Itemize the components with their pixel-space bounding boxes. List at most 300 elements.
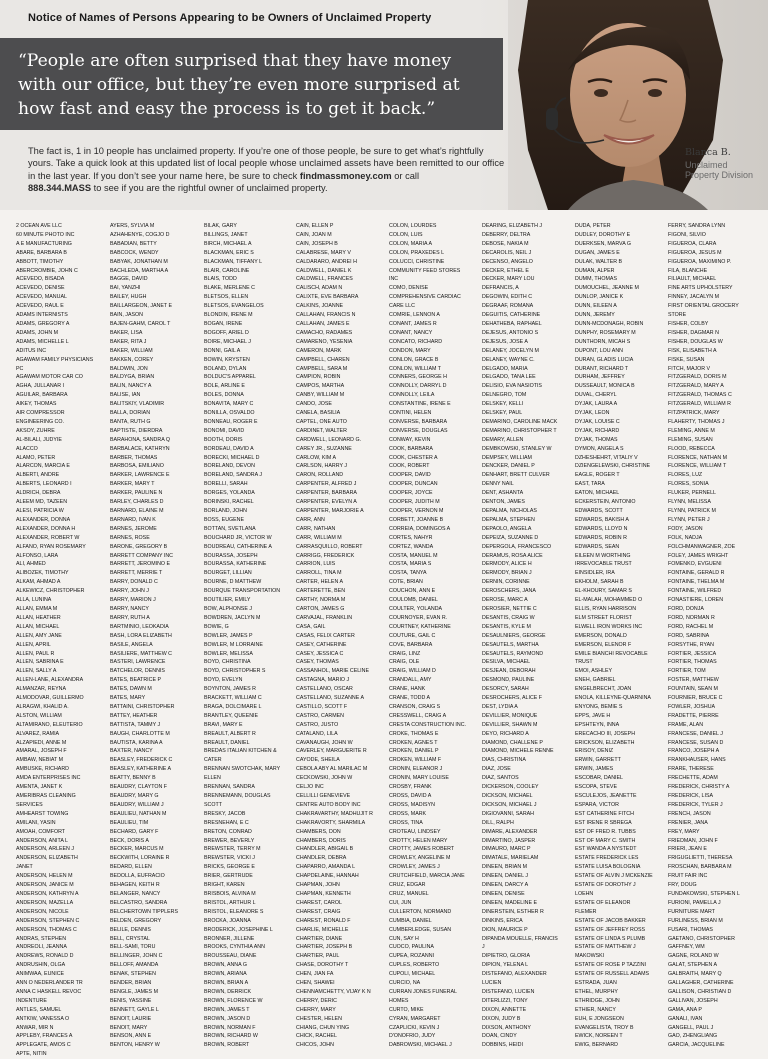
name-entry: BATTISTA, TAMMY J <box>110 721 161 728</box>
name-entry: AGAWAM FAMILY PHYSICIANS <box>16 356 94 363</box>
name-entry: DOAN, CINDY <box>482 1033 517 1040</box>
name-entry: FOLEY, JAMES WRIGHT <box>668 552 729 559</box>
name-entry: ALEXANDER, DONNA <box>16 516 71 523</box>
name-entry: DZIENGELEWSKI, CHRISTINE <box>575 463 651 470</box>
name-entry: EMERSON, ELENOR F <box>575 641 632 648</box>
name-entry: AMOAH, COMFORT <box>16 828 66 835</box>
name-entry: CAMPBELL, SARA M <box>296 365 348 372</box>
name-entry: DICKERSON, COOLEY <box>482 784 539 791</box>
name-entry: CARPENTER, BARBARA <box>296 490 357 497</box>
name-entry: DEFRANCIS, A <box>482 285 519 292</box>
name-entry: COSTA, MARIA S <box>389 561 432 568</box>
name-entry: DELGADO, TANA LEE <box>482 374 536 381</box>
name-entry: BORGES, YOLANDA <box>204 490 255 497</box>
name-entry: CROTTY, HELEN MARY <box>389 837 448 844</box>
name-entry: ACEVEDO, RAUL E <box>16 303 64 310</box>
name-entry: DIXSON, ANTHONY <box>482 1024 531 1031</box>
name-entry: BLAKE, MERLENE C <box>204 285 255 292</box>
name-entry: CONDON, MARY <box>389 347 431 354</box>
name-entry: COLON, PRAXEDES L <box>389 249 445 256</box>
name-entry: EAGLE, ROGER T <box>575 472 620 479</box>
name-entry: EST OF FRED R. TUBBS <box>575 828 636 835</box>
name-entry: ALAMO, PETER <box>16 454 56 461</box>
name-entry: BAUTISTA, KARINA A <box>110 739 163 746</box>
name-entry: CATER <box>204 757 222 764</box>
name-entry: COOK, ROBERT <box>389 463 430 470</box>
name-entry: CARTHY, NORMA M <box>296 597 346 604</box>
name-entry: DUMOUCHEL, JEANNE M <box>575 285 639 292</box>
name-entry: CHAKRAVORTY, SHARMILA <box>296 819 366 826</box>
name-entry: BRAVI, MARY E <box>204 721 243 728</box>
name-entry: CUI, JUN <box>389 899 412 906</box>
name-entry: CHERRY, DERIC <box>296 997 338 1004</box>
name-entry: DECAROLIS, NEIL J <box>482 249 532 256</box>
name-entry: BALIN, NANCY A <box>110 383 152 390</box>
name-entry: ADITUS INC <box>16 347 47 354</box>
name-entry: DYJAK, RICHARD <box>575 427 620 434</box>
name-entry: DINEEN, BRIAN M <box>482 864 528 871</box>
name-entry: CHARTIER, PAUL <box>296 953 340 960</box>
name-entry: DYJAK, LEON <box>575 410 610 417</box>
name-entry: GALLIVAN, JOSEPH <box>668 997 718 1004</box>
name-entry: BAKER, WILLIAM <box>110 347 153 354</box>
name-entry: BRISTOL, ELEANORE S <box>204 908 264 915</box>
name-entry: BARKER, MARY T <box>110 481 155 488</box>
name-entry: CHEN, SHAWEI <box>296 980 335 987</box>
name-entry: FRANKHAUSER, HANS <box>668 757 726 764</box>
name-entry: ANDERSON, JANICE M <box>16 882 74 889</box>
name-entry: CARVAJAL, FRANKLIN <box>296 614 353 621</box>
name-entry: ETHRIDGE, JOHN <box>575 997 620 1004</box>
name-entry: ESTATE OF JACOB BAKKER <box>575 917 646 924</box>
name-entry: BECK, DORIS A <box>110 837 149 844</box>
name-entry: CONLON, WILLIAM T <box>389 365 441 372</box>
name-entry: DEYO, RICHARD A <box>482 730 529 737</box>
name-entry: DEBERRY, DELTRA <box>482 231 531 238</box>
name-entry: BRONNER, JILLENE <box>204 935 255 942</box>
name-entry: BAILLARGEON, JANET E <box>110 303 173 310</box>
name-entry: BOWLER, M LORRAINE <box>204 641 263 648</box>
name-entry: CRANDALL, AMY <box>389 677 432 684</box>
name-entry: BOLDUC'S APPAREL <box>204 374 256 381</box>
name-entry: BAPTISTE, DIERDRA <box>110 427 163 434</box>
name-entry: CRANSON, CRAIG S <box>389 703 441 710</box>
name-entry: BOLES, DONNA <box>204 392 244 399</box>
intro-text-1: The fact is, 1 in 10 people has unclaimed property. If you’re one of those people, be sure to get what’s rightfully yours. Take a quick look at this updated list of local people whose unclaimed assets have been remitted to our office in the last year. If you don’t see your name here, be sure to check <box>28 146 505 181</box>
names-list <box>16 222 760 1058</box>
name-entry: AL-BILALI, JUDYIE <box>16 436 62 443</box>
name-entry: DENTON, JAMES <box>482 499 525 506</box>
name-entry: FRUIT FAIR INC <box>668 873 708 880</box>
name-entry: GALBRAITH, MARY Q <box>668 971 722 978</box>
name-entry: FILA, BLANCHE <box>668 267 708 274</box>
name-entry: CARPENTER, MARJORIE A <box>296 508 364 514</box>
name-entry: ALZAPIEDI, ANNE M <box>16 739 67 746</box>
name-entry: BAKER, LISA <box>110 329 143 336</box>
intro-paragraph <box>28 145 506 195</box>
name-entry: DENNY NAIL <box>482 481 514 488</box>
intro-text-2: or call <box>391 170 420 181</box>
name-entry: CURTO, MIKE <box>389 1006 424 1013</box>
name-entry: FUSARI, THOMAS <box>668 926 713 933</box>
name-entry: COLON, MARIA A <box>389 240 432 247</box>
name-entry: DEMBKOWSKI, STANLEY W <box>482 445 552 452</box>
name-entry: CANBY, WILLIAM M <box>296 392 345 399</box>
name-entry: ERECACHO III, JOSEPH <box>575 730 636 737</box>
name-entry: EL-MALAH, MOHAMMED O <box>575 597 643 604</box>
name-entry: DELISIO, EVA NASIOTIS <box>482 383 542 390</box>
name-entry: ALIBOZEK, TIMOTHY <box>16 570 69 577</box>
name-entry: EWIG, BERNARD <box>575 1042 618 1049</box>
name-entry: DICKSON, MICHAEL J <box>482 801 537 808</box>
name-entry: DIAZ, SANTOS <box>482 775 519 782</box>
name-entry: FLOOD, REBECCA <box>668 445 715 452</box>
name-entry: BROUSSEAU, DIANE <box>204 953 257 960</box>
name-entry: EWICK, NOREEN T <box>575 1033 623 1040</box>
name-entry: CAMPION, ROBIN <box>296 374 341 381</box>
name-entry: SCOTT <box>204 801 222 808</box>
name-entry: EMOI, ASHLEY <box>575 668 613 675</box>
name-entry: BEATTY, BENNY B <box>110 775 156 782</box>
name-entry: DESJEAN, DEBORAH <box>482 668 536 675</box>
name-entry: FLYNN, PATRICK M <box>668 508 716 514</box>
name-entry: CONSTANTINE, IRENE E <box>389 401 451 408</box>
name-entry: CUPOLI, MICHAEL <box>389 971 436 978</box>
name-entry: DIMARE, ALEXANDER <box>482 828 538 835</box>
name-entry: ANDERSON, MAZELLA <box>16 899 74 906</box>
name-entry: FLAHERTY, THOMAS J <box>668 418 725 425</box>
name-entry: DEVILLIER, MONIQUE <box>482 712 538 719</box>
name-entry: AGHA, JULLANAR I <box>16 383 64 390</box>
name-entry: ELM STREET FLORIST <box>575 614 633 621</box>
name-entry: DIXON, ANNETTE <box>482 1006 527 1013</box>
name-entry: CAPTEL, ONE AUTO <box>296 418 347 425</box>
name-entry: DEHATHEBA, RAPHAEL <box>482 320 542 327</box>
name-entry: DION, MAURICE P <box>482 926 528 933</box>
name-entry: DYJAK, LOUISE C <box>575 418 620 425</box>
name-entry: EMERSON, DONALD <box>575 632 627 639</box>
name-entry: DUNLOP, JANICE K <box>575 294 624 301</box>
name-entry: ADAMS, JOHN M <box>16 329 59 336</box>
name-entry: DICKSON, MICHAEL <box>482 793 533 799</box>
name-entry: ENGINEERING CO. <box>16 418 64 425</box>
name-entry: DUDA, PETER <box>575 223 611 229</box>
name-entry: EATON, MICHAEL <box>575 490 620 497</box>
name-entry: DIAMOND, CHALLENE P <box>482 739 543 746</box>
name-entry: FORTIER, TOM <box>668 668 706 675</box>
name-entry: BEAUDRY, WILLIAM J <box>110 801 164 808</box>
name-entry: DEST, LYDIA A <box>482 703 518 710</box>
name-entry: BOUTILIER, EMILY <box>204 597 251 604</box>
name-entry: EILEEN M WORTHING <box>575 552 631 559</box>
name-entry: FORTIER, JESSICA <box>668 650 717 657</box>
name-entry: EUH, E JONGSEON <box>575 1015 624 1022</box>
name-entry: COVE, BARBARA <box>389 641 433 648</box>
name-entry: BOWIE, G <box>204 623 229 630</box>
name-entry: INC <box>389 276 399 283</box>
name-entry: BASILE, ANGELA <box>110 641 153 648</box>
name-entry: BARRETT, MERRIE T <box>110 570 163 577</box>
name-entry: EL-KHOURY, SAMAR S <box>575 588 632 595</box>
name-entry: BELCASTRO, SANDRA <box>110 899 168 906</box>
name-entry: CALDWELL, DANIEL K <box>296 267 352 274</box>
name-entry: DESORCY, SARAH <box>482 686 529 693</box>
name-entry: BOIRE, MICHAEL J <box>204 338 251 345</box>
name-entry: BOYD, CHRISTOPHER S <box>204 668 266 675</box>
name-entry: BARRY, NANCY <box>110 605 149 612</box>
name-entry: CULLERTON, NORMAND <box>389 908 452 915</box>
name-entry: CORREIA, DOMINGOS A <box>389 525 451 532</box>
name-entry: GALLISON, CHRISTIAN D <box>668 988 732 995</box>
name-entry: BOURASSA, JOSEPH <box>204 552 258 559</box>
name-entry: DABROWSKI, MICHAEL J <box>389 1042 452 1049</box>
name-entry: BARKER, PAULINE N <box>110 490 163 497</box>
name-entry: ANDERSON, ELIZABETH <box>16 855 78 862</box>
name-entry: CONVERSE, BARBARA <box>389 418 447 425</box>
name-entry: CHAREST, CAROL <box>296 899 342 906</box>
name-entry: ALEXANDER, DONNA H <box>16 525 76 532</box>
name-entry: BARNARD, ELAINE M <box>110 508 164 514</box>
name-entry: ELLEN <box>204 775 221 782</box>
name-entry: AIR COMPRESSOR <box>16 410 65 417</box>
name-entry: DINEEN, DANIEL J <box>482 873 529 880</box>
name-entry: CARRION, LUIS <box>296 561 336 568</box>
name-entry: EST IRENE R SBREGA <box>575 819 632 826</box>
name-entry: BABYAK, JONATHAN M <box>110 258 168 265</box>
name-entry: CARTERETTE, BEN <box>296 588 346 595</box>
name-entry: CONNOLLY, LEILA <box>389 392 435 399</box>
name-entry: ALLEN, SABRINA E <box>16 659 64 666</box>
name-entry: CRAIG, LINZ <box>389 650 421 657</box>
name-entry: DOBBINS, HEIDI <box>482 1042 523 1049</box>
name-entry: CARDINET, WALTER <box>296 427 347 434</box>
name-entry: CALISCH, ADAM N <box>296 285 343 292</box>
name-entry: EDWARDS, ROBIN R <box>575 534 627 541</box>
name-entry: FLEMING, SUSAN <box>668 436 713 443</box>
name-entry: DINKINS, ERICA <box>482 917 523 924</box>
name-entry: ANN O NEDERLANDER TR <box>16 980 83 987</box>
name-entry: CASTELLANO, SUZANNE A <box>296 695 364 702</box>
name-entry: CHEN, JIAN FA <box>296 971 334 978</box>
name-entry: BROCKA, JOANNA <box>204 917 251 924</box>
name-entry: BREWSTER, VICKI J <box>204 855 255 862</box>
name-entry: COMPREHENSIVE CARDIAC <box>389 294 461 301</box>
name-entry: FISHER, COLBY <box>668 320 709 327</box>
name-entry: FLYNN, MELISSA <box>668 499 711 506</box>
name-column <box>575 222 659 1050</box>
name-entry: GARCIA, JACQUELINE <box>668 1042 725 1049</box>
name-entry: FIGONI, SILVIO <box>668 231 706 238</box>
name-entry: BONNEAU, ROGER E <box>204 418 258 425</box>
name-entry: BRENNAN SWOTCHAK, MARY <box>204 766 281 773</box>
name-entry: DURHAM, JEFFREY <box>575 374 625 381</box>
name-entry: EPSHTEYN, INNA <box>575 721 620 728</box>
name-entry: FILIAULT, MICHAEL <box>668 276 717 283</box>
name-entry: FONASTIERE, LOREN <box>668 597 724 604</box>
name-entry: BENIS, YASSINE <box>110 997 152 1004</box>
name-entry: AGAWAM MOTOR CAR CO <box>16 374 83 381</box>
name-entry: A E MANUFACTURING <box>16 240 72 247</box>
name-entry: FLYNN, PETER J <box>668 516 710 523</box>
name-entry: COOK, CHESTER A <box>389 454 438 461</box>
name-entry: BARNES, JEROME <box>110 525 157 532</box>
name-entry: CARPENTER, ALFRED J <box>296 481 357 488</box>
name-entry: BASH, LORA ELIZABETH <box>110 632 172 639</box>
name-entry: COULOMB, DANIEL <box>389 597 438 604</box>
name-entry: BENSON, ANN E <box>110 1033 152 1040</box>
name-entry: DYMON, ANGELA S <box>575 445 624 452</box>
name-entry: STORE <box>668 312 687 319</box>
name-entry: BARRY, MARION J <box>110 597 156 604</box>
name-entry: FRIGUGLIETTI, THERESA <box>668 855 733 862</box>
name-entry: CORTES, NAHYR <box>389 534 433 541</box>
name-entry: PC <box>16 365 24 372</box>
name-entry: DIXON, JUDY B <box>482 1015 521 1022</box>
name-entry: CHAPARRO, AMANDA L <box>296 864 356 871</box>
name-entry: ESCOBAR, DANIEL <box>575 775 623 782</box>
name-entry: BRIGHT, KAREN <box>204 882 245 889</box>
name-entry: CONNOLLY, DARRYL D <box>389 383 447 390</box>
name-entry: CUMBIA, DANIEL <box>389 917 432 924</box>
name-entry: CUPLES, ROBERTO <box>389 962 440 969</box>
name-entry: AKSOY, ZUHRE <box>16 427 55 434</box>
name-entry: ENGELBRECHT, JOAN <box>575 686 632 693</box>
name-entry: DESAUTELS, MARTHA <box>482 641 539 648</box>
name-entry: ANDRUSHIN, OLGA <box>16 962 66 969</box>
name-entry: ANDREOLI, JEANNA <box>16 944 67 951</box>
name-entry: CAMPOS, MARTHA <box>296 383 345 390</box>
name-entry: BELANGER, NANCY <box>110 890 161 897</box>
name-entry: ESTATE OF RUSSELL ADAMS <box>575 971 650 978</box>
name-entry: FRAME, ALAN <box>668 721 704 728</box>
name-entry: DINERSTEIN, ESTHER R <box>482 908 544 915</box>
name-entry: CHAREST, RONALD F <box>296 917 351 924</box>
name-entry: BOYD, CHRISTINA <box>204 659 251 666</box>
name-entry: BALLA, DORIAN <box>110 410 151 417</box>
name-entry: FLEMING, ANNE M <box>668 427 715 434</box>
name-column <box>16 222 100 1059</box>
name-entry: BAGGE, DAVID <box>110 276 148 283</box>
name-entry: DUSSEAULT, MONICA B <box>575 383 635 390</box>
name-entry: ALDRICH, DEBRA <box>16 490 61 497</box>
name-entry: BORELLI, SARAH <box>204 481 248 488</box>
name-entry: DEMPSEY, WILLIAM <box>482 454 532 461</box>
name-entry: HOMES <box>389 997 409 1004</box>
name-entry: ABARE, BARBARA B <box>16 249 67 256</box>
name-entry: CRAIG, WILLIAM D <box>389 668 436 675</box>
name-entry: IRREVOCABLE TRUST <box>575 561 632 568</box>
name-entry: FRENIER, JANA <box>668 819 708 826</box>
name-entry: CAIN, JOAN M <box>296 231 332 238</box>
name-entry: BORDEAU, DAVID A <box>204 445 254 452</box>
name-entry: CAVANAUGH, JOHN W <box>296 739 353 746</box>
name-entry: ALSTON, WILLIAM <box>16 712 62 719</box>
name-entry: CHESTER, HELEN <box>296 1015 342 1022</box>
name-entry: BOTTAN, SVETLANA <box>204 525 256 532</box>
name-entry: DENT, ASHANTA <box>482 490 524 497</box>
name-entry: ALLEN, APRIL <box>16 641 51 648</box>
name-entry: DEPALMA, STEPHEN <box>482 516 535 523</box>
name-entry: BONAVITA, MARY C <box>204 401 254 408</box>
name-entry: CALKINS, JOANNE <box>296 303 344 310</box>
name-entry: BORINSKI, RACHEL <box>204 499 254 506</box>
name-entry: BROWN, ROBERT <box>204 1042 250 1049</box>
name-entry: BORLAND, JOHN <box>204 508 247 514</box>
name-entry: BROWN, JAMES T <box>204 1006 250 1013</box>
name-entry: BELCHERTOWN TIPPLERS <box>110 908 178 915</box>
spokesperson-title-2: Property Division <box>685 170 754 180</box>
name-entry: ALLAN, MICHAEL <box>16 623 60 630</box>
name-entry: CASTELLANO, OSCAR <box>296 686 353 693</box>
name-entry: BARNES, ROSE <box>110 534 150 541</box>
name-entry: DELSKEY, PAUL <box>482 410 523 417</box>
name-entry: ELLIS, RYAN HARRISON <box>575 605 637 612</box>
website-link[interactable]: findmassmoney.com <box>299 170 392 181</box>
name-entry: BOYD, EVELYN <box>204 677 243 684</box>
name-entry: FERRY, SANDRA LYNN <box>668 223 726 229</box>
name-entry: CHAPMAN, KENNETH <box>296 890 351 897</box>
name-entry: AGUILAR, BARBARA <box>16 392 68 399</box>
name-entry: DEMARINO, CHRISTOPHER T <box>482 427 557 434</box>
name-entry: CONVERSE, DOUGLAS <box>389 427 448 434</box>
name-entry: BABCOCK, WENDY <box>110 249 159 256</box>
name-entry: ESTATE LUISA BOLOGNIA <box>575 864 641 871</box>
name-entry: BORELAND, DEVON <box>204 463 255 470</box>
name-entry: CROSS, DAVID A <box>389 793 432 799</box>
name-entry: CARRASQUILLO, ROBERT <box>296 543 363 550</box>
name-entry: FONTAINE, WILFRED <box>668 588 722 595</box>
name-entry: CYRAN, MARGARET <box>389 1015 441 1022</box>
name-entry: DUVAL, CHERYL <box>575 392 617 399</box>
name-entry: BARONE, GREGORY B <box>110 543 168 550</box>
name-entry: COOPER, DAVID <box>389 472 431 479</box>
name-entry: BRETON, CONRAD <box>204 828 252 835</box>
name-entry: BRISTOL, ARTHUR L <box>204 899 256 906</box>
name-entry: DEJESUS, JOSE A <box>482 338 528 345</box>
name-column <box>110 222 194 1050</box>
name-entry: CHAMBERS, DORIS <box>296 837 346 844</box>
name-entry: BOGOFF, ARIEL D <box>204 329 249 336</box>
name-entry: CAMARENO, YESENIA <box>296 338 353 345</box>
name-entry: DUDLEY, DOROTHY E <box>575 231 631 238</box>
name-entry: DEBOSE, NAKIA M <box>482 240 529 247</box>
name-entry: DERAMUS, ROSA ALICE <box>482 552 543 559</box>
name-entry: DEROSIER, NETTIE C <box>482 605 537 612</box>
name-entry: ALVAREZ, RAMIA <box>16 730 60 737</box>
name-entry: BATES, DAWN M <box>110 686 152 693</box>
name-entry: FITZGERALD, DORIS M <box>668 374 727 381</box>
name-entry: COOK, BARBARA <box>389 445 433 452</box>
name-entry: DECENSO, ANGELO <box>482 258 533 265</box>
name-entry: DILL, RALPH <box>482 819 514 826</box>
name-entry: CARR, ANN <box>296 516 325 523</box>
name-entry: DINEEN, DARCY A <box>482 882 529 889</box>
name-entry: DERMODY, BRIAN J <box>482 570 532 577</box>
name-entry: FLORES, SONIA <box>668 481 709 488</box>
name-entry: DIPIETRO, GLORIA <box>482 953 530 960</box>
name-entry: BREWER, BEVERLY <box>204 837 255 844</box>
name-entry: CRONIN, MARY LOUISE <box>389 775 449 782</box>
name-entry: FLORES, LUZ <box>668 472 703 479</box>
name-entry: DIMAURO, MARC P <box>482 846 531 853</box>
name-entry: FOMENKO, EVGUENI <box>668 561 722 568</box>
name-entry: FREDERICK, LISA <box>668 793 714 799</box>
name-entry: CALIXTE, EVE BARBARA <box>296 294 359 301</box>
name-entry: COSTA, MANUEL M <box>389 552 438 559</box>
name-entry: ALLA, LUNINA <box>16 597 52 604</box>
name-entry: DURAN, GLADIS LUCIA <box>575 356 634 363</box>
name-entry: CRESTA CONSTRUCTION INC. <box>389 721 467 728</box>
